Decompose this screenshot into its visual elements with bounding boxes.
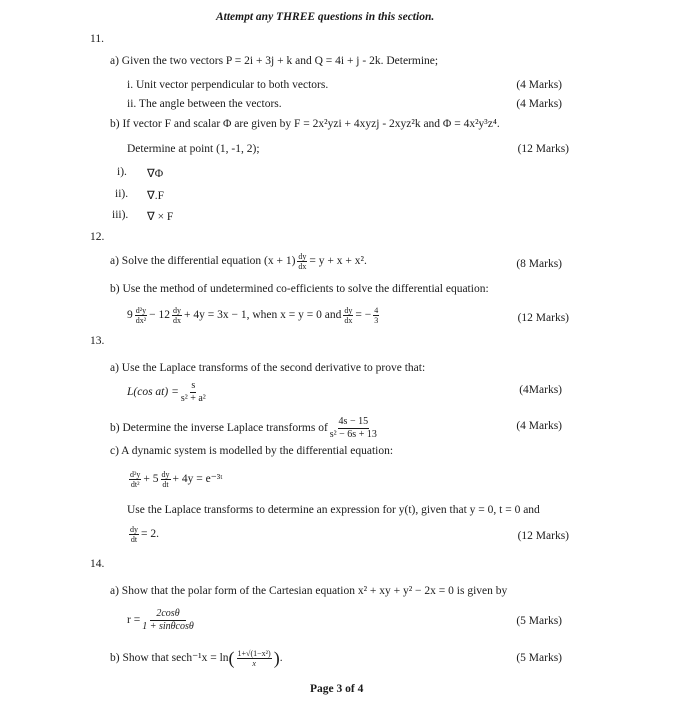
q12-b: b) Use the method of undetermined co-efficients to solve the differential equation: xyxy=(110,283,489,295)
fraction xyxy=(129,525,139,544)
q12-a-rhs: = y + x + x². xyxy=(309,255,367,268)
q11-b-ii: ∇.F xyxy=(147,190,164,202)
numerator: 1+√(1−x²) xyxy=(237,649,271,658)
q13-c-marks: (12 Marks) xyxy=(517,530,569,542)
q11-b-i: ∇Φ xyxy=(147,168,164,180)
fraction xyxy=(343,306,353,325)
q11-b-iii: ∇ × F xyxy=(147,211,174,223)
denominator: 1 + sinθcosθ xyxy=(142,621,194,632)
fraction xyxy=(161,470,171,489)
fraction xyxy=(172,306,182,325)
q12-b-marks: (12 Marks) xyxy=(517,312,569,324)
eq-part: L(cos at) = xyxy=(127,386,179,399)
eq-part: − 12 xyxy=(149,309,171,322)
denominator: s² + a² xyxy=(180,393,206,404)
q11-a-ii-marks: (4 Marks) xyxy=(516,98,562,110)
q13-b xyxy=(110,416,379,441)
denominator: dx xyxy=(344,316,353,325)
q13-a-marks: (4Marks) xyxy=(519,384,562,396)
numerator: 4 xyxy=(374,306,379,315)
denominator: dx xyxy=(173,316,182,325)
q11-a-i-marks: (4 Marks) xyxy=(516,79,562,91)
q14-a: a) Show that the polar form of the Cartesian equation x² + xy + y² − 2x = 0 is given by xyxy=(110,585,508,597)
numerator: dy xyxy=(344,306,353,315)
numerator: d²y xyxy=(135,306,147,315)
eq-part: = − xyxy=(355,309,372,322)
q14-b-marks: (5 Marks) xyxy=(516,652,562,664)
q11-a-i: i. Unit vector perpendicular to both vectors. xyxy=(127,79,329,91)
numerator: s xyxy=(191,380,196,391)
q11-b-i-label: i). xyxy=(117,166,127,178)
question-12-number: 12. xyxy=(90,231,105,243)
q13-c: c) A dynamic system is modelled by the differential equation: xyxy=(110,445,394,457)
question-13-number: 13. xyxy=(90,335,105,347)
numerator: dy xyxy=(130,525,138,534)
fraction xyxy=(373,306,379,325)
section-header: Attempt any THREE questions in this section. xyxy=(216,11,435,23)
q13-b-text: b) Determine the inverse Laplace transforms of xyxy=(110,422,328,435)
eq-part: 9 xyxy=(127,309,133,322)
page-number: Page 3 of 4 xyxy=(310,683,364,695)
q13-c-use: Use the Laplace transforms to determine an expression for y(t), given that y = 0, t = 0 and xyxy=(127,504,540,516)
eq-part: + 4y = 3x − 1, when x = y = 0 and xyxy=(184,309,342,322)
numerator: dy xyxy=(173,306,182,315)
denominator: dt² xyxy=(130,480,140,489)
fraction xyxy=(330,416,377,441)
q12-b-equation xyxy=(127,306,381,325)
denominator: x xyxy=(252,659,256,668)
q13-a-equation xyxy=(127,380,208,405)
q11-b-ii-label: ii). xyxy=(115,188,129,200)
q13-c-condition xyxy=(127,525,159,544)
eq-part: r = xyxy=(127,614,141,627)
numerator: d²y xyxy=(130,470,141,479)
denominator: 3 xyxy=(374,316,379,325)
numerator: 4s − 15 xyxy=(338,416,369,427)
q11-b-determine: Determine at point (1, -1, 2); xyxy=(127,143,260,155)
numerator: dy xyxy=(298,252,307,261)
eq-part: + 5 xyxy=(143,473,159,486)
numerator: dy xyxy=(161,470,170,479)
q13-b-marks: (4 Marks) xyxy=(516,420,562,432)
q11-a-ii: ii. The angle between the vectors. xyxy=(127,98,282,110)
q13-a: a) Use the Laplace transforms of the second derivative to prove that: xyxy=(110,362,426,374)
q14-b: b) Show that sech⁻¹x = ln( $\frac{\text{1+√(1−x²)}}{x}$ ). xyxy=(110,648,283,668)
numerator: 2cosθ xyxy=(150,608,185,621)
fraction xyxy=(135,306,147,325)
question-11-number: 11. xyxy=(90,33,104,45)
fraction xyxy=(129,470,141,489)
q13-c-equation xyxy=(127,470,222,489)
q11-b-iii-label: iii). xyxy=(112,209,129,221)
fraction xyxy=(142,608,194,633)
denominator: dx² xyxy=(135,316,147,325)
q11-b-marks: (12 Marks) xyxy=(517,143,569,155)
fraction xyxy=(297,252,307,271)
q14-b-text: b) Show that sech⁻¹x = ln xyxy=(110,652,229,665)
q12-a-marks: (8 Marks) xyxy=(516,258,562,270)
q12-a-text: a) Solve the differential equation (x + 1) xyxy=(110,255,296,268)
denominator: dt xyxy=(162,480,169,489)
denominator: s² − 6s + 13 xyxy=(329,429,377,440)
denominator: dt xyxy=(130,535,138,544)
eq-part: + 4y = e⁻³ᵗ xyxy=(172,473,223,486)
denominator: dx xyxy=(298,262,307,271)
q14-a-marks: (5 Marks) xyxy=(516,615,562,627)
q12-a xyxy=(110,252,367,271)
q14-a-equation xyxy=(127,608,196,633)
fraction xyxy=(237,649,272,668)
q11-a: a) Given the two vectors P = 2i + 3j + k and Q = 4i + j - 2k. Determine; xyxy=(110,55,439,67)
eq-part: = 2. xyxy=(141,528,159,541)
fraction xyxy=(181,380,206,405)
q11-b: b) If vector F and scalar Φ are given by F = 2x²yzi + 4xyzj - 2xyz²k and Φ = 4x²y³z⁴. xyxy=(110,118,500,130)
question-14-number: 14. xyxy=(90,558,105,570)
